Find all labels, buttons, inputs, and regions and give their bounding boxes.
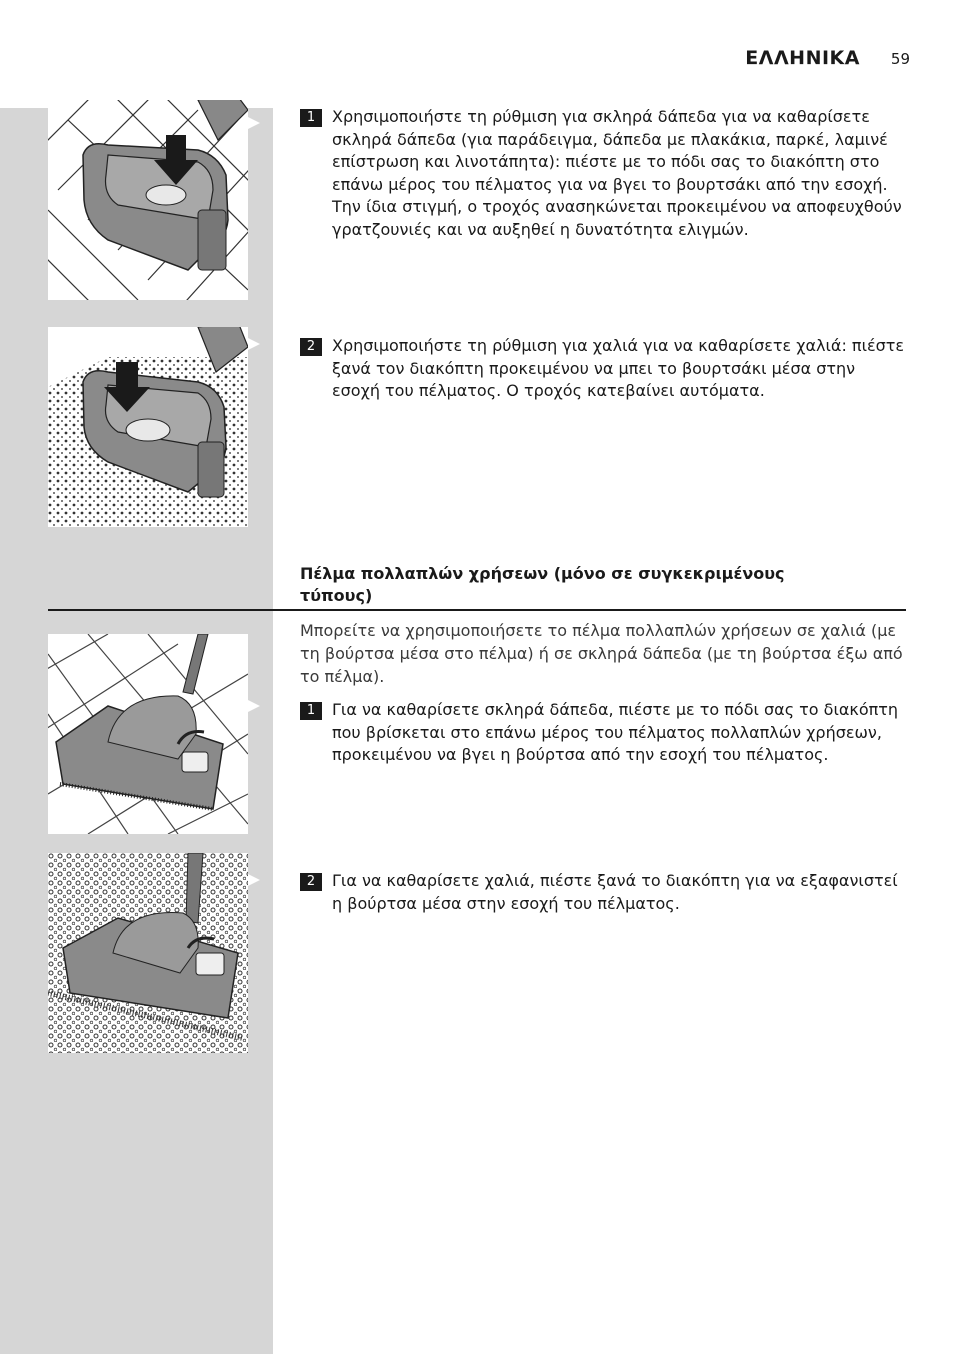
callout-notch xyxy=(248,700,260,712)
section-divider xyxy=(48,609,906,611)
illustration-multi-purpose-hard-floor xyxy=(48,634,248,834)
callout-notch xyxy=(248,338,260,350)
step-number-badge: 2 xyxy=(300,873,322,891)
step-hard-floor-1 xyxy=(300,106,905,241)
section-title: Πέλμα πολλαπλών χρήσεων (μόνο σε συγκεκριμένους τύπους) xyxy=(300,564,785,605)
step-multi-purpose-1 xyxy=(300,699,905,767)
step-text: Χρησιμοποιήστε τη ρύθμιση για χαλιά για να καθαρίσετε χαλιά: πιέστε ξανά τον διακόπτη προκειμένου να μπει το βουρτσάκι μέσα στην εσοχή του πέλματος. Ο τροχός κατεβαίνει αυτόματα. xyxy=(332,336,905,400)
callout-notch xyxy=(248,117,260,129)
step-text: Για να καθαρίσετε σκληρά δάπεδα, πιέστε με το πόδι σας το διακόπτη που βρίσκεται στο επάνω μέρος του πέλματος πολλαπλών χρήσεων, προκειμένου να βγει η βούρτσα από την εσοχή του πέλματος. xyxy=(332,700,899,764)
callout-notch xyxy=(248,874,260,886)
illustration-hard-floor-setting xyxy=(48,100,248,300)
step-number-badge: 1 xyxy=(300,109,322,127)
step-multi-purpose-2 xyxy=(300,870,905,915)
illustration-carpet-setting xyxy=(48,327,248,527)
step-text: Χρησιμοποιήστε τη ρύθμιση για σκληρά δάπεδα για να καθαρίσετε σκληρά δάπεδα (για παράδειγμα, δάπεδα με πλακάκια, παρκέ, λαμινέ επίστρωση και λινοτάπητα): πιέστε με το πόδι σας το διακόπτη στο επάνω μέρος του πέλματος για να βγει το βουρτσάκι από την εσοχή. Την ίδια στιγμή, ο τροχός ανασηκώνεται προκειμένου να αποφευχθούν γρατζουνιές και να αυξηθεί η δυνατότητα ελιγμών. xyxy=(332,107,902,239)
step-text: Για να καθαρίσετε χαλιά, πιέστε ξανά το διακόπτη για να εξαφανιστεί η βούρτσα μέσα στην εσοχή του πέλματος. xyxy=(332,871,898,913)
step-number-badge: 2 xyxy=(300,338,322,356)
language-header: ΕΛΛΗΝΙΚΑ xyxy=(745,47,860,69)
step-hard-floor-2 xyxy=(300,335,905,403)
page-number: 59 xyxy=(890,50,910,68)
section-intro: Μπορείτε να χρησιμοποιήσετε το πέλμα πολλαπλών χρήσεων σε χαλιά (με τη βούρτσα μέσα στο πέλμα) ή σε σκληρά δάπεδα (με τη βούρτσα έξω από το πέλμα). xyxy=(300,621,903,686)
illustration-multi-purpose-carpet xyxy=(48,853,248,1053)
step-number-badge: 1 xyxy=(300,702,322,720)
